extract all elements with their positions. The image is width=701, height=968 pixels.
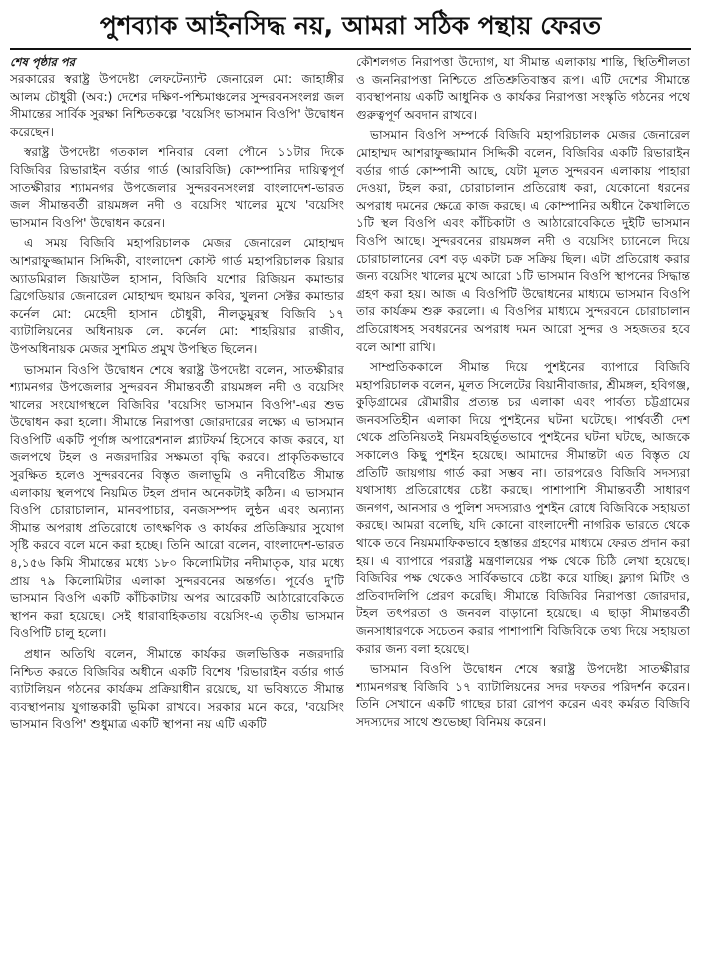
paragraph: ভাসমান বিওপি সম্পর্কে বিজিবি মহাপরিচালক মেজর জেনারেল মোহাম্মদ আশরাফুজ্জামান সিদ্দিকী বলেন, বিজিবির একটি রিভারাইন বর্ডার গার্ড কোম্পানী আছে, যেটা মূলত সুন্দরবন এলাকায় পাহারা দেওয়া, টহল করা, চোরাচালান প্রতিরোধ করা, যেকোনো ধরনের অপরাধ দমনের ক্ষেত্রে কাজ করছে। এ কোম্পানির অধীনে কৈখালিতে ১টি স্থল বিওপি এবং কাঁচিকাটা ও আঠারোবেকিতে দুইটি ভাসমান বিওপি আছে। সুন্দরবনের রায়মঙ্গল নদী ও বয়েসিং চ্যানেলে দিয়ে চোরাচালানের বেশ বড় একটা চক্র সক্রিয় ছিল। এটা প্রতিরোধ করার জন্য বয়েসিং খালের মুখে আরো ১টি ভাসমান বিওপি স্থাপনের সিদ্ধান্ত গ্রহণ করা হয়। আজ এ বিওপিটি উদ্বোধনের মাধ্যমে ভাসমান বিওপি তার কার্যক্রম শুরু করলো। এ বিওপির মাধ্যমে সুন্দরবনে চোরাচালান প্রতিরোধসহ সবধরনের অপরাধ দমন আরো সুন্দর ও সহজতর হবে বলে আশা রাখি। [356, 128, 690, 354]
column-left [10, 54, 344, 734]
continuation-kicker: শেষ পৃষ্ঠার পর [10, 55, 75, 69]
paragraph: সাম্প্রতিককালে সীমান্ত দিয়ে পুশইনের ব্যাপারে বিজিবি মহাপরিচালক বলেন, মূলত সিলেটের বিয়ানীবাজার, শ্রীমঙ্গল, হবিগঞ্জ, কুড়িগ্রামের রৌমারীর প্রত্যন্ত চর এলাকা এবং পার্বত্য চট্টগ্রামের জনবসতিহীন এলাকা দিয়ে পুশইনের ঘটনা ঘটেছে। পার্শ্ববর্তী দেশ থেকে প্রতিনিয়তই নিয়মবহির্ভূতভাবে পুশইনের ঘটনা ঘটছে, আজকে সকালেও কিছু পুশইন হয়েছে। আমাদের সীমান্তটা এত বিস্তৃত যে প্রতিটি জায়গায় গার্ড করা সম্ভব না। তারপরেও বিজিবি সদস্যরা যথাসাধ্য প্রতিরোধের চেষ্টা করছে। পাশাপাশি সীমান্তবর্তী সাধারণ জনগণ, আনসার ও পুলিশ সদস্যরাও পুশইন রোধে বিজিবিকে সহায়তা করছে। আমরা বলেছি, যদি কোনো বাংলাদেশী নাগরিক ভারতে থেকে থাকে তবে নিয়মমাফিকভাবে হস্তান্তর গ্রহণের মাধ্যমে ফেরত প্রদান করা হয়। এ ব্যাপারে পররাষ্ট্র মন্ত্রণালয়ের পক্ষ থেকে চিঠি লেখা হয়েছে। বিজিবির পক্ষ থেকেও সার্বিকভাবে চেষ্টা করে যাচ্ছি। ফ্ল্যাগ মিটিং ও প্রতিবাদলিপি প্রেরণ করেছি। সীমান্তে বিজিবির নিরাপত্তা জোরদার, টহল তৎপরতা ও জনবল বাড়ানো হয়েছে। এ ছাড়া সীমান্তবর্তী জনসাধারণকে সচেতন করার পাশাপাশি বিজিবিকে তথ্য দিয়ে সহায়তা করার জন্য বলা হয়েছে। [356, 360, 690, 656]
headline: পুশব্যাক আইনসিদ্ধ নয়, আমরা সঠিক পন্থায় ফেরত [99, 11, 602, 40]
paragraph: প্রধান অতিথি বলেন, সীমান্তে কার্যকর জলভিত্তিক নজরদারি নিশ্চিত করতে বিজিবির অধীনে একটি বিশেষ 'রিভারাইন বর্ডার গার্ড ব্যাটালিয়ন গঠনের কার্যক্রম প্রক্রিয়াধীন রয়েছে, যা ভবিষ্যতে সীমান্ত ব্যবস্থাপনায় যুগান্তকারী ভূমিকা রাখবে। সরকার মনে করে, 'বয়েসিং ভাসমান বিওপি' শুধুমাত্র একটি স্থাপনা নয় এটি একটি [10, 647, 344, 732]
paragraph: কৌশলগত নিরাপত্তা উদ্যোগ, যা সীমান্ত এলাকায় শান্তি, স্থিতিশীলতা ও জননিরাপত্তা নিশ্চিতে প্রতিশ্রুতিবাস্তব রূপ। এটি দেশের সীমান্তে ব্যবস্থাপনায় একটি আধুনিক ও কার্যকর নিরাপত্তা সংস্কৃতি গঠনের পথে গুরুত্বপূর্ণ অবদান রাখবে। [356, 55, 690, 122]
paragraph: ভাসমান বিওপি উদ্বোধন শেষে স্বরাষ্ট্র উপদেষ্টা সাতক্ষীরার শ্যামনগরস্থ বিজিবি ১৭ ব্যাটালিয়নের সদর দফতর পরিদর্শন করেন। তিনি সেখানে একটি গাছের চারা রোপণ করেন এবং কর্মরত বিজিবি সদস্যদের সাথে শুভেচ্ছা বিনিময় করেন। [356, 662, 690, 729]
column-right [356, 54, 690, 734]
paragraph: এ সময় বিজিবি মহাপরিচালক মেজর জেনারেল মোহাম্মদ আশরাফুজ্জামান সিদ্দিকী, বাংলাদেশ কোস্ট গার্ড মহাপরিচালক রিয়ার অ্যাডমিরাল জিয়াউল হাসান, বিজিবি যশোর রিজিয়ন কমান্ডার ব্রিগেডিয়ার জেনারেল মোহাম্মদ হুমায়ন কবির, খুলনা সেক্টর কমান্ডার কর্নেল মো: মেহেদী হাসান চৌধুরী, নীলডুমুরস্থ বিজিবি ১৭ ব্যাটালিয়নের অধিনায়ক লে. কর্নেল মো: শাহরিয়ার রাজীব, উপঅধিনায়ক মেজর সুশমিত প্রমুখ উপস্থিত ছিলেন। [10, 236, 344, 356]
headline-rule [10, 48, 691, 50]
paragraph: স্বরাষ্ট্র উপদেষ্টা গতকাল শনিবার বেলা পৌনে ১১টার দিকে বিজিবির রিভারাইন বর্ডার গার্ড (আরবিজি) কোম্পানির দায়িত্বপূর্ণ সাতক্ষীরার শ্যামনগর উপজেলার সুন্দরবনসংলগ্ন বাংলাদেশ-ভারত জল সীমান্তবর্তী রায়মঙ্গল নদী ও বয়েসিং খালের মুখে 'বয়েসিং ভাসমান বিওপি' উদ্বোধন করেন। [10, 145, 344, 230]
article-body [10, 54, 691, 734]
paragraph: ভাসমান বিওপি উদ্বোধন শেষে স্বরাষ্ট্র উপদেষ্টা বলেন, সাতক্ষীরার শ্যামনগর উপজেলার সুন্দরবন সীমান্তবর্তী রায়মঙ্গল নদী ও বয়েসিং খালের সংযোগস্থলে বিজিবির 'বয়েসিং ভাসমান বিওপি'-এর শুভ উদ্বোধন করা হলো। সীমান্তে নিরাপত্তা জোরদারের লক্ষ্যে এ ভাসমান বিওপিটি একটি পূর্ণাঙ্গ অপারেশনাল প্ল্যাটফর্ম হিসেবে কাজ করবে, যা জলপথে টহল ও নজরদারির সক্ষমতা বৃদ্ধি করবে। প্রাকৃতিকভাবে সুরক্ষিত হলেও সুন্দরবনের বিস্তৃত জলাভূমি ও নদীবেষ্টিত সীমান্ত এলাকায় স্থলপথে নিয়মিত টহল প্রদান অনেকটাই কঠিন। এ ভাসমান বিওপি চোরাচালান, মানবপাচার, বনজসম্পদ লুন্ঠন এবং অন্যান্য সীমান্ত অপরাধ প্রতিরোধে তাৎক্ষণিক ও কার্যকর প্রতিক্রিয়ার সুযোগ সৃষ্টি করবে বলে মনে করা হচ্ছে। তিনি আরো বলেন, বাংলাদেশ-ভারত ৪,১৫৬ কিমি সীমান্তের মধ্যে ১৮০ কিলোমিটার নদীমাতৃক, যার মধ্যে প্রায় ৭৯ কিলোমিটার এলাকা সুন্দরবনের অন্তর্গত। পূর্বেও দু'টি ভাসমান বিওপি একটি কাঁচিকাটায় অপর আরেকটি আঠারোবেকিতে স্থাপন করা হয়েছে। সেই ধারাবাহিকতায় বয়েসিং-এ তৃতীয় ভাসমান বিওপিটি চালু হলো। [10, 362, 344, 641]
paragraph: সরকারের স্বরাষ্ট্র উপদেষ্টা লেফটেন্যান্ট জেনারেল মো: জাহাঙ্গীর আলম চৌধুরী (অব:) দেশের দক্ষিণ-পশ্চিমাঞ্চলের সুন্দরবনসংলগ্ন জল সীমান্তের সার্বিক সুরক্ষা নিশ্চিতকল্পে 'বয়েসিং ভাসমান বিওপি' উদ্বোধন করেছেন। [10, 72, 344, 139]
